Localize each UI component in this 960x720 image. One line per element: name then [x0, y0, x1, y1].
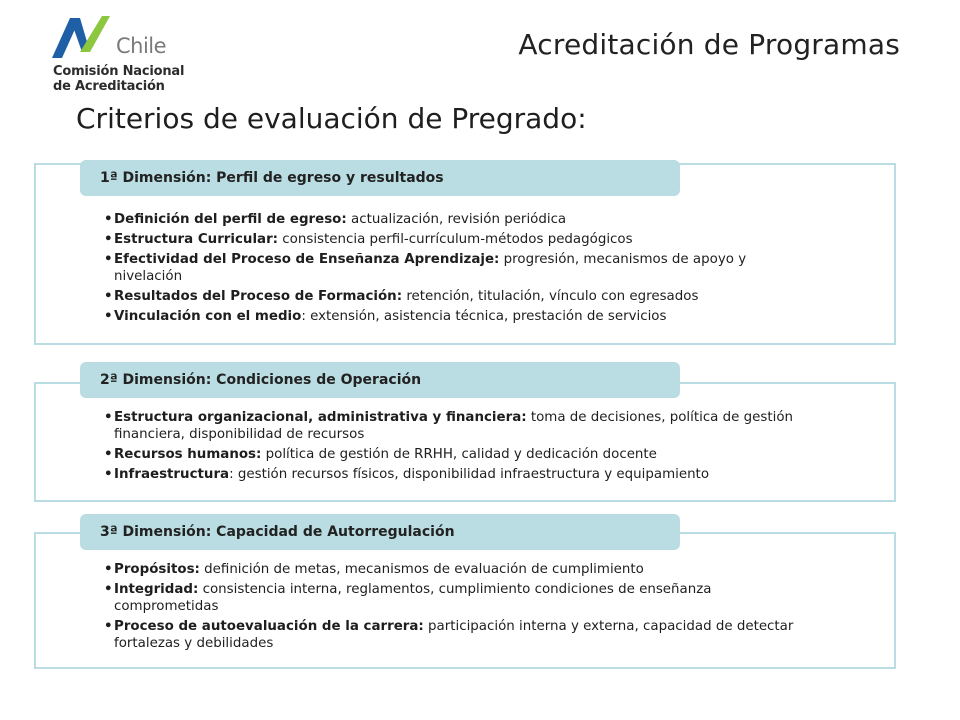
bullet-icon: •	[104, 582, 113, 597]
bullet-icon: •	[104, 619, 113, 634]
bullet-icon: •	[104, 212, 113, 227]
criterion-desc: : extensión, asistencia técnica, prestación de servicios	[301, 309, 667, 324]
criterion-desc: retención, titulación, vínculo con egresados	[402, 289, 699, 304]
bullet-icon: •	[104, 562, 113, 577]
dimension-1-title: 1ª Dimensión: Perfil de egreso y resultados	[80, 160, 680, 196]
criterion-desc: actualización, revisión periódica	[346, 212, 567, 227]
dimension-3-list	[104, 561, 814, 655]
criterion-term: Infraestructura	[114, 467, 230, 482]
criterion-term: Resultados del Proceso de Formación:	[114, 289, 403, 304]
bullet-icon: •	[104, 309, 113, 324]
logo-country-text: Chile	[116, 34, 167, 58]
cna-logo-mark-icon	[50, 12, 120, 62]
criterion-desc: consistencia perfil-currículum-métodos pedagógicos	[278, 232, 633, 247]
criterion-term: Estructura Curricular:	[114, 232, 279, 247]
list-item	[104, 466, 814, 483]
list-item	[104, 251, 814, 285]
bullet-icon: •	[104, 447, 113, 462]
list-item	[104, 288, 814, 305]
criterion-desc: definición de metas, mecanismos de evaluación de cumplimiento	[199, 562, 644, 577]
criterion-term: Integridad:	[114, 582, 199, 597]
criterion-term: Definición del perfil de egreso:	[114, 212, 347, 227]
list-item	[104, 308, 814, 325]
logo-line-1: Comisión Nacional	[53, 64, 185, 79]
criterion-term: Estructura organizacional, administrativa y financiera:	[114, 410, 527, 425]
cna-logo	[50, 12, 185, 94]
list-item	[104, 561, 814, 578]
bullet-icon: •	[104, 467, 113, 482]
criterion-desc: progresión, mecanismos de apoyo y nivelación	[114, 252, 747, 284]
dimension-3-title: 3ª Dimensión: Capacidad de Autorregulación	[80, 514, 680, 550]
criterion-desc: participación interna y externa, capacidad de detectar fortalezas y debilidades	[114, 619, 794, 651]
bullet-icon: •	[104, 232, 113, 247]
bullet-icon: •	[104, 252, 113, 267]
list-item	[104, 409, 814, 443]
list-item	[104, 581, 814, 615]
bullet-icon: •	[104, 289, 113, 304]
criterion-desc: : gestión recursos físicos, disponibilidad infraestructura y equipamiento	[229, 467, 710, 482]
logo-line-2: de Acreditación	[53, 79, 165, 94]
list-item	[104, 618, 814, 652]
criterion-desc: consistencia interna, reglamentos, cumplimiento condiciones de enseñanza comprometidas	[114, 582, 712, 614]
criterion-term: Proceso de autoevaluación de la carrera:	[114, 619, 424, 634]
criterion-term: Efectividad del Proceso de Enseñanza Aprendizaje:	[114, 252, 500, 267]
criterion-desc: toma de decisiones, política de gestión financiera, disponibilidad de recursos	[114, 410, 794, 442]
bullet-icon: •	[104, 410, 113, 425]
criterion-term: Vinculación con el medio	[114, 309, 302, 324]
section-title: Criterios de evaluación de Pregrado:	[76, 102, 587, 135]
dimension-2-list	[104, 409, 814, 486]
dimension-2-title: 2ª Dimensión: Condiciones de Operación	[80, 362, 680, 398]
criterion-term: Recursos humanos:	[114, 447, 262, 462]
slide-header-title: Acreditación de Programas	[518, 28, 900, 61]
dimension-1-list	[104, 211, 814, 328]
criterion-desc: política de gestión de RRHH, calidad y dedicación docente	[261, 447, 657, 462]
list-item	[104, 231, 814, 248]
criterion-term: Propósitos:	[114, 562, 200, 577]
list-item	[104, 446, 814, 463]
list-item	[104, 211, 814, 228]
